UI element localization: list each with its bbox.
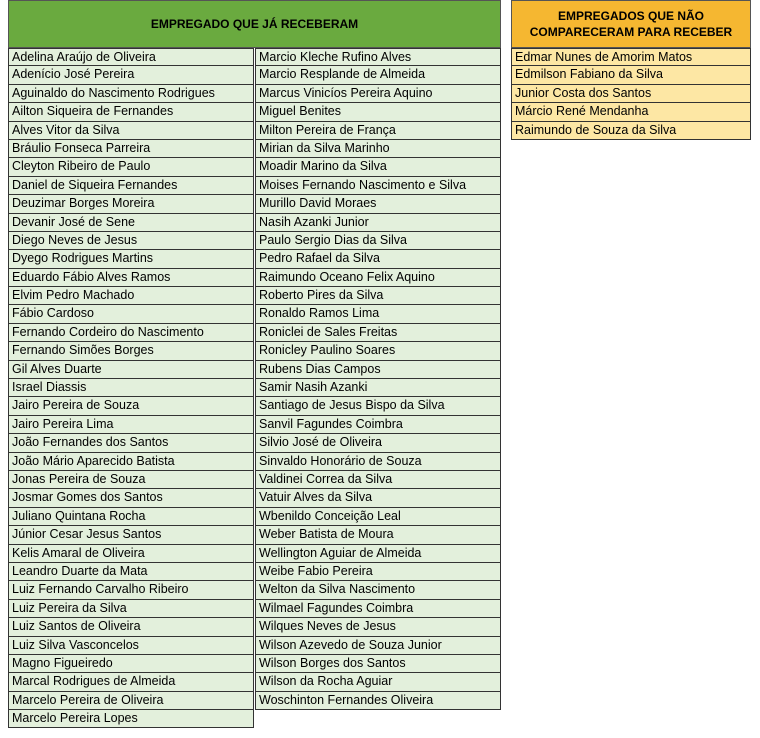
received-employee-cell: Santiago de Jesus Bispo da Silva [255, 397, 501, 415]
not-received-employee-cell: Edmilson Fabiano da Silva [511, 66, 751, 84]
received-employee-cell: Luiz Silva Vasconcelos [8, 637, 254, 655]
received-employee-cell: Welton da Silva Nascimento [255, 581, 501, 599]
received-employee-cell: Ronicley Paulino Soares [255, 342, 501, 360]
received-employee-cell: Milton Pereira de França [255, 122, 501, 140]
received-employee-cell: Paulo Sergio Dias da Silva [255, 232, 501, 250]
received-employee-cell: João Fernandes dos Santos [8, 434, 254, 452]
received-employee-cell: Israel Diassis [8, 379, 254, 397]
received-employee-cell: Ronaldo Ramos Lima [255, 305, 501, 323]
received-employee-cell: Alves Vitor da Silva [8, 122, 254, 140]
received-employee-cell: Jairo Pereira de Souza [8, 397, 254, 415]
received-employee-cell: Marcelo Pereira de Oliveira [8, 692, 254, 710]
not-received-employee-cell: Junior Costa dos Santos [511, 85, 751, 103]
received-employee-cell: Marcio Resplande de Almeida [255, 66, 501, 84]
received-employee-cell: João Mário Aparecido Batista [8, 453, 254, 471]
received-employee-cell: Raimundo Oceano Felix Aquino [255, 269, 501, 287]
received-employee-cell: Magno Figueiredo [8, 655, 254, 673]
received-column-1 [8, 48, 254, 728]
received-employee-cell: Woschinton Fernandes Oliveira [255, 692, 501, 710]
received-employee-cell: Luiz Fernando Carvalho Ribeiro [8, 581, 254, 599]
received-employee-cell: Leandro Duarte da Mata [8, 563, 254, 581]
received-employee-cell: Dyego Rodrigues Martins [8, 250, 254, 268]
received-employee-cell: Kelis Amaral de Oliveira [8, 545, 254, 563]
received-employee-cell: Aguinaldo do Nascimento Rodrigues [8, 85, 254, 103]
received-employee-cell: Valdinei Correa da Silva [255, 471, 501, 489]
received-employee-cell: Marcal Rodrigues de Almeida [8, 673, 254, 691]
received-employee-cell: Wilmael Fagundes Coimbra [255, 600, 501, 618]
received-employee-cell: Jairo Pereira Lima [8, 416, 254, 434]
received-employee-cell: Wellington Aguiar de Almeida [255, 545, 501, 563]
received-employee-cell: Weibe Fabio Pereira [255, 563, 501, 581]
received-employee-cell: Wilson Borges dos Santos [255, 655, 501, 673]
received-employee-cell: Luiz Pereira da Silva [8, 600, 254, 618]
received-employee-cell: Sinvaldo Honorário de Souza [255, 453, 501, 471]
not-received-employee-cell: Márcio René Mendanha [511, 103, 751, 121]
received-employee-cell: Jonas Pereira de Souza [8, 471, 254, 489]
received-employee-cell: Juliano Quintana Rocha [8, 508, 254, 526]
received-employee-cell: Júnior Cesar Jesus Santos [8, 526, 254, 544]
not-received-employee-cell: Raimundo de Souza da Silva [511, 122, 751, 140]
header-not-received-line1: EMPREGADOS QUE NÃO [557, 9, 704, 23]
received-employee-cell: Josmar Gomes dos Santos [8, 489, 254, 507]
received-employee-cell: Devanir José de Sene [8, 214, 254, 232]
received-employee-cell: Vatuir Alves da Silva [255, 489, 501, 507]
not-received-column [511, 48, 751, 140]
header-received [8, 0, 501, 48]
received-employee-cell: Wbenildo Conceição Leal [255, 508, 501, 526]
received-employee-cell: Murillo David Moraes [255, 195, 501, 213]
received-employee-cell: Mirian da Silva Marinho [255, 140, 501, 158]
received-employee-cell: Elvim Pedro Machado [8, 287, 254, 305]
received-employee-cell: Adelina Araújo de Oliveira [8, 48, 254, 66]
received-employee-cell: Weber Batista de Moura [255, 526, 501, 544]
received-employee-cell: Moadir Marino da Silva [255, 158, 501, 176]
received-employee-cell: Nasih Azanki Junior [255, 214, 501, 232]
received-employee-cell: Rubens Dias Campos [255, 361, 501, 379]
received-employee-cell: Daniel de Siqueira Fernandes [8, 177, 254, 195]
received-employee-cell: Fernando Simões Borges [8, 342, 254, 360]
received-employee-cell: Fábio Cardoso [8, 305, 254, 323]
received-employee-cell: Fernando Cordeiro do Nascimento [8, 324, 254, 342]
received-employee-cell: Diego Neves de Jesus [8, 232, 254, 250]
received-employee-cell: Roniclei de Sales Freitas [255, 324, 501, 342]
received-employee-cell: Wilson da Rocha Aguiar [255, 673, 501, 691]
received-employee-cell: Bráulio Fonseca Parreira [8, 140, 254, 158]
received-employee-cell: Marcus Vinicíos Pereira Aquino [255, 85, 501, 103]
received-employee-cell: Adenício José Pereira [8, 66, 254, 84]
received-employee-cell: Miguel Benites [255, 103, 501, 121]
header-not-received [511, 0, 751, 48]
received-employee-cell: Gil Alves Duarte [8, 361, 254, 379]
received-employee-cell: Sanvil Fagundes Coimbra [255, 416, 501, 434]
received-employee-cell: Roberto Pires da Silva [255, 287, 501, 305]
received-employee-cell: Moises Fernando Nascimento e Silva [255, 177, 501, 195]
received-employee-cell: Deuzimar Borges Moreira [8, 195, 254, 213]
received-employee-cell: Samir Nasih Azanki [255, 379, 501, 397]
received-employee-cell: Eduardo Fábio Alves Ramos [8, 269, 254, 287]
received-column-2 [255, 48, 501, 710]
header-not-received-line2: COMPARECERAM PARA RECEBER [529, 25, 733, 39]
received-employee-cell: Pedro Rafael da Silva [255, 250, 501, 268]
received-employee-cell: Wilques Neves de Jesus [255, 618, 501, 636]
received-employee-cell: Marcio Kleche Rufino Alves [255, 48, 501, 66]
received-employee-cell: Cleyton Ribeiro de Paulo [8, 158, 254, 176]
received-employee-cell: Wilson Azevedo de Souza Junior [255, 637, 501, 655]
received-employee-cell: Ailton Siqueira de Fernandes [8, 103, 254, 121]
received-employee-cell: Luiz Santos de Oliveira [8, 618, 254, 636]
received-employee-cell: Silvio José de Oliveira [255, 434, 501, 452]
header-received-label: EMPREGADO QUE JÁ RECEBERAM [150, 17, 359, 31]
not-received-employee-cell: Edmar Nunes de Amorim Matos [511, 48, 751, 66]
received-employee-cell: Marcelo Pereira Lopes [8, 710, 254, 728]
